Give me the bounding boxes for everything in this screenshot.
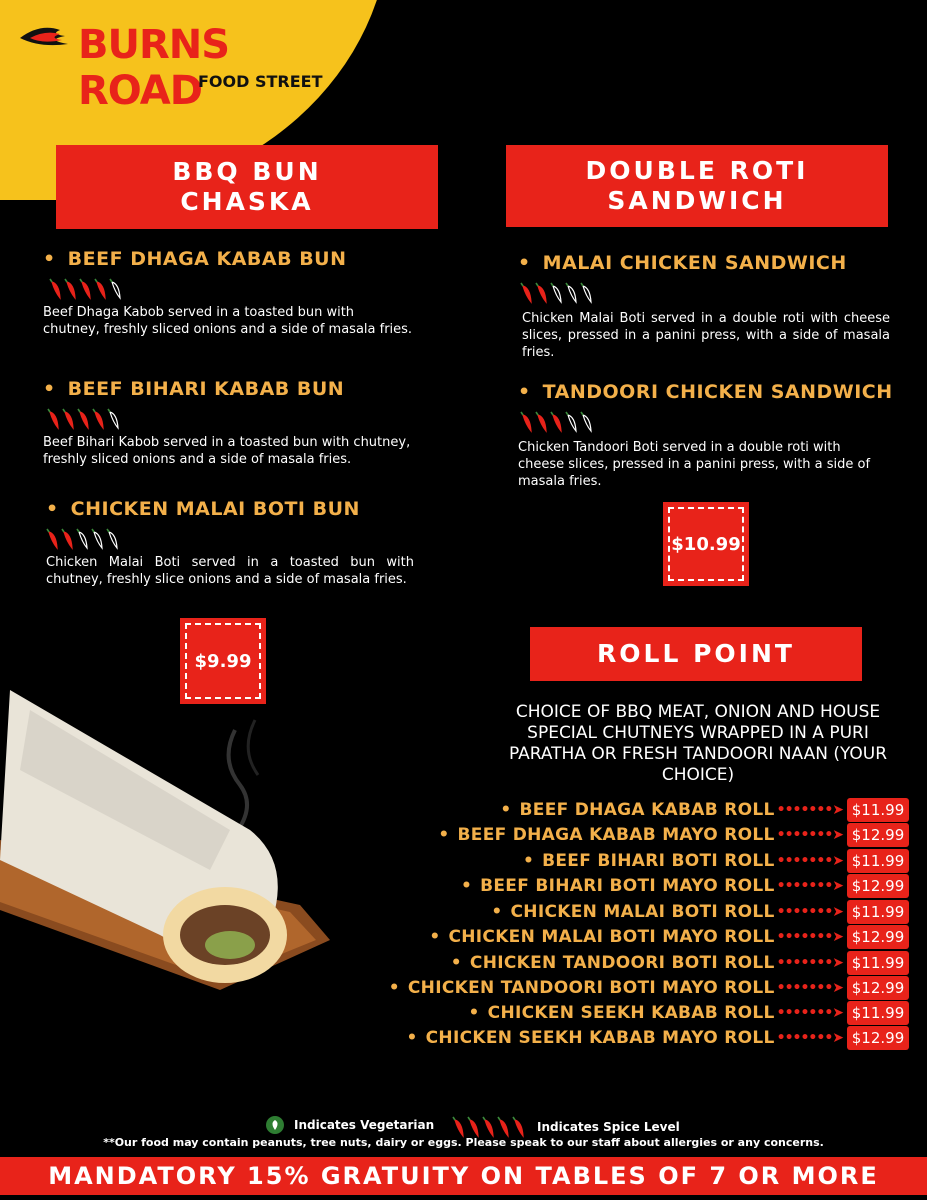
price-value: $10.99 — [671, 533, 741, 555]
chili-pepper-icon — [64, 278, 77, 300]
roll-item — [461, 874, 909, 898]
gratuity-text: MANDATORY 15% GRATUITY ON TABLES OF 7 OR MORE — [48, 1162, 879, 1190]
dotted-arrow-icon: •••••••➤ — [776, 802, 843, 818]
roll-item-name: BEEF DHAGA KABAB ROLL — [519, 800, 775, 820]
roll-item-price: $11.99 — [847, 849, 909, 873]
menu-item: • MALAI CHICKEN SANDWICH Chicken Malai Boti served in a double roti with cheese slices, pressed in a panini press, with a side of masala fries. — [518, 252, 898, 361]
spice-level — [46, 528, 426, 550]
chili-pepper-outline-icon — [580, 282, 593, 304]
price-tag-sandwich — [663, 502, 749, 586]
item-name: TANDOORI CHICKEN SANDWICH — [542, 381, 893, 403]
brand-logo — [20, 8, 350, 114]
chili-pepper-icon — [535, 282, 548, 304]
roll-item — [523, 849, 909, 873]
chili-pepper-icon — [520, 411, 533, 433]
roll-item — [469, 1001, 910, 1025]
menu-item: • BEEF DHAGA KABAB BUN Beef Dhaga Kabob served in a toasted bun with chutney, freshly sliced onions and a side of masala fries. — [43, 248, 423, 338]
roll-item-bullet: • — [522, 851, 535, 871]
chili-pepper-outline-icon — [106, 528, 119, 550]
item-name: BEEF BIHARI KABAB BUN — [67, 378, 345, 400]
section-title-line1: BBQ BUN — [172, 157, 322, 186]
brand-subtitle: FOOD STREET — [198, 72, 323, 91]
roll-item-price: $12.99 — [847, 823, 909, 847]
section-title-line2: CHASKA — [180, 187, 314, 216]
section-banner-roll — [530, 627, 862, 681]
chili-pepper-icon — [79, 278, 92, 300]
chili-pepper-icon — [62, 408, 75, 430]
spice-level — [47, 408, 423, 430]
menu-item: • BEEF BIHARI KABAB BUN Beef Bihari Kabob served in a toasted bun with chutney, freshly sliced onions and a side of masala fries. — [43, 378, 423, 468]
gratuity-banner — [0, 1157, 927, 1195]
roll-item-bullet: • — [491, 902, 503, 922]
chili-pepper-icon — [61, 528, 74, 550]
roll-item-name: BEEF BIHARI BOTI MAYO ROLL — [480, 876, 775, 896]
section-banner-bbq — [56, 145, 438, 229]
section-banner-sandwich — [506, 145, 888, 227]
roll-item-bullet: • — [460, 876, 473, 896]
item-description: Chicken Malai Boti served in a double roti with cheese slices, pressed in a panini press, with a side of masala fries. — [522, 311, 890, 360]
legend-veg-label: Indicates Vegetarian — [294, 1118, 435, 1132]
item-name: MALAI CHICKEN SANDWICH — [542, 252, 847, 274]
dotted-arrow-icon: •••••••➤ — [776, 955, 843, 971]
dotted-arrow-icon: •••••••➤ — [776, 929, 843, 945]
roll-item-price: $11.99 — [847, 1001, 909, 1025]
spice-level — [520, 411, 908, 433]
roll-item-price: $12.99 — [847, 976, 909, 1000]
roll-item-name: CHICKEN SEEKH KABAB MAYO ROLL — [425, 1028, 775, 1048]
section-title-line2: SANDWICH — [607, 186, 787, 215]
roll-item — [451, 951, 909, 975]
roll-food-image — [0, 690, 340, 1030]
legend-spice — [452, 1116, 680, 1138]
roll-item-bullet: • — [388, 978, 400, 998]
chili-pepper-outline-icon — [76, 528, 89, 550]
roll-item-price: $11.99 — [847, 900, 909, 924]
roll-item-name: BEEF DHAGA KABAB MAYO ROLL — [457, 825, 775, 845]
chili-pepper-icon — [467, 1116, 480, 1138]
chili-pepper-outline-icon — [550, 282, 563, 304]
roll-item-bullet: • — [450, 953, 462, 973]
chili-pepper-icon — [452, 1116, 465, 1138]
item-description: Chicken Malai Boti served in a toasted bun with chutney, freshly slice onions and a side of masala fries. — [46, 555, 414, 587]
menu-item: • CHICKEN MALAI BOTI BUN Chicken Malai Boti served in a toasted bun with chutney, freshly slice onions and a side of masala fries. — [46, 498, 426, 588]
roll-item-price: $12.99 — [847, 874, 909, 898]
menu-item: • TANDOORI CHICKEN SANDWICH Chicken Tandoori Boti served in a double roti with cheese slices, pressed in a panini press, with a side of masala fries. — [518, 381, 908, 490]
roll-item — [429, 925, 909, 949]
section-title: ROLL POINT — [597, 639, 795, 668]
chili-pepper-icon — [49, 278, 62, 300]
chili-pepper-icon — [46, 528, 59, 550]
brand-name: BURNS ROAD — [78, 22, 230, 114]
chili-pepper-icon — [512, 1116, 525, 1138]
item-description: Beef Bihari Kabob served in a toasted bun with chutney, freshly sliced onions and a side of masala fries. — [43, 435, 411, 467]
spice-level — [520, 282, 898, 304]
roll-item-name: CHICKEN SEEKH KABAB ROLL — [487, 1003, 775, 1023]
roll-item-bullet: • — [429, 927, 441, 947]
dotted-arrow-icon: •••••••➤ — [776, 1005, 843, 1021]
chili-pepper-icon — [92, 408, 105, 430]
dotted-arrow-icon: •••••••➤ — [776, 904, 843, 920]
roll-item — [500, 798, 909, 822]
item-description: Beef Dhaga Kabob served in a toasted bun with chutney, freshly sliced onions and a side of masala fries. — [43, 305, 413, 337]
roll-item-bullet: • — [468, 1003, 480, 1023]
item-name: BEEF DHAGA KABAB BUN — [67, 248, 347, 270]
dotted-arrow-icon: •••••••➤ — [776, 878, 843, 894]
roll-item-name: CHICKEN TANDOORI BOTI MAYO ROLL — [407, 978, 775, 998]
chili-pepper-icon — [482, 1116, 495, 1138]
section-title-line1: DOUBLE ROTI — [585, 156, 809, 185]
chili-pepper-icon — [77, 408, 90, 430]
chili-pepper-outline-icon — [565, 411, 578, 433]
roll-item-name: CHICKEN MALAI BOTI MAYO ROLL — [448, 927, 775, 947]
chili-pepper-outline-icon — [565, 282, 578, 304]
roll-item-name: CHICKEN TANDOORI BOTI ROLL — [469, 953, 775, 973]
roll-item-name: CHICKEN MALAI BOTI ROLL — [510, 902, 775, 922]
chili-pepper-outline-icon — [109, 278, 122, 300]
chili-pepper-icon — [535, 411, 548, 433]
item-description: Chicken Tandoori Boti served in a double roti with cheese slices, pressed in a panini press, with a side of masala fries. — [518, 440, 871, 489]
chili-pepper-icon — [497, 1116, 510, 1138]
chili-pepper-icon — [550, 411, 563, 433]
roll-item-price: $12.99 — [847, 1026, 909, 1050]
spice-icon — [452, 1116, 525, 1138]
dotted-arrow-icon: •••••••➤ — [776, 1030, 843, 1046]
roll-item-bullet: • — [406, 1028, 418, 1048]
roll-item-name: BEEF BIHARI BOTI ROLL — [542, 851, 775, 871]
legend-vegetarian — [266, 1116, 434, 1134]
vegetarian-icon — [266, 1116, 284, 1134]
roll-item-price: $11.99 — [847, 951, 909, 975]
roll-item — [438, 823, 909, 847]
chili-pepper-outline-icon — [107, 408, 120, 430]
roll-item — [389, 976, 909, 1000]
roll-item — [491, 900, 909, 924]
legend-spice-label: Indicates Spice Level — [537, 1120, 680, 1134]
allergy-note: **Our food may contain peanuts, tree nuts, dairy or eggs. Please speak to our staff about allergies or any concerns. — [103, 1136, 824, 1149]
roll-description: CHOICE OF BBQ MEAT, ONION AND HOUSE SPECIAL CHUTNEYS WRAPPED IN A PURI PARATHA OR FRESH TANDOORI NAAN (YOUR CHOICE) — [508, 702, 888, 785]
dotted-arrow-icon: •••••••➤ — [776, 980, 843, 996]
item-name: CHICKEN MALAI BOTI BUN — [70, 498, 360, 520]
roll-item — [406, 1026, 909, 1050]
chili-pepper-outline-icon — [580, 411, 593, 433]
chili-pepper-outline-icon — [91, 528, 104, 550]
roll-item-bullet: • — [500, 800, 512, 820]
price-value: $9.99 — [194, 650, 252, 672]
roll-item-price: $11.99 — [847, 798, 909, 822]
dotted-arrow-icon: •••••••➤ — [776, 853, 843, 869]
dotted-arrow-icon: •••••••➤ — [776, 827, 843, 843]
chili-pepper-icon — [520, 282, 533, 304]
roll-item-bullet: • — [438, 825, 450, 845]
chili-pepper-icon — [47, 408, 60, 430]
roll-item-price: $12.99 — [847, 925, 909, 949]
spice-level — [49, 278, 423, 300]
chili-pepper-icon — [94, 278, 107, 300]
